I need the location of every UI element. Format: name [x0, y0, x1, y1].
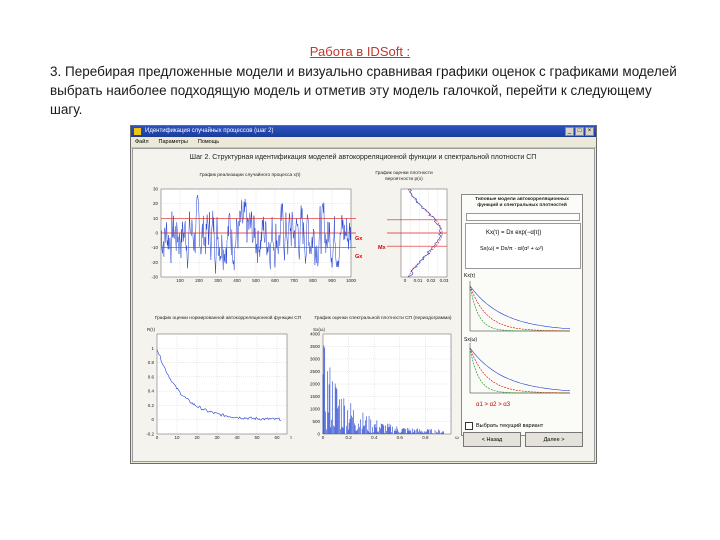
realization-chart-title: График реализации случайного процесса x(t) [199, 173, 301, 178]
model-acf-curve [470, 286, 570, 329]
density-x-tick: 0.03 [439, 278, 449, 283]
acf-formula: Kx(τ) = Dx exp(−α|τ|) [486, 230, 542, 236]
gx-plus-label: Gx [355, 236, 363, 242]
acf-chart-title: График оценки нормированной автокорреляционной функции СП [154, 316, 302, 321]
acf-x-label: τ [290, 435, 292, 440]
model-sp-curve [470, 348, 570, 393]
minimize-button[interactable]: _ [565, 127, 574, 136]
y-tick-label: 2000 [309, 381, 320, 387]
x-tick-label: 10 [174, 435, 180, 440]
y-tick-label: 0.8 [147, 360, 154, 366]
y-tick-label: 3500 [309, 344, 320, 349]
x-tick-label: 20 [194, 435, 200, 440]
sp-axis-label: Sx(ω) [464, 337, 478, 343]
y-tick-label: 500 [312, 419, 320, 424]
menu-params[interactable]: Параметры [158, 139, 188, 145]
x-tick-label: 0 [155, 435, 159, 440]
gx-minus-label: Gx [355, 254, 363, 260]
spectrum-x-label: ω [455, 435, 459, 440]
y-tick-label: 0 [151, 417, 154, 423]
step-panel [132, 148, 595, 462]
x-tick-label: 0.4 [371, 435, 378, 440]
x-tick-label: 900 [328, 278, 336, 283]
maximize-button[interactable]: □ [575, 127, 584, 136]
x-tick-label: 600 [271, 278, 279, 283]
y-tick-label: -30 [151, 274, 158, 280]
y-tick-label: 0.4 [147, 388, 154, 394]
spectrum-chart-title: График оценки спектральной плотности СП (периодограмма) [314, 316, 452, 321]
y-tick-label: 1 [151, 345, 154, 351]
x-tick-label: 60 [274, 435, 280, 440]
x-tick-label: 1000 [345, 278, 357, 283]
density-x-tick: 0 [403, 278, 407, 283]
density-x-tick: 0.01 [413, 278, 423, 283]
back-button[interactable]: < Назад [463, 432, 521, 447]
model-acf-curve [470, 286, 570, 331]
model-sp-curve [470, 348, 570, 393]
spectrum-y-label: Sx(ω) [313, 327, 325, 332]
next-button[interactable]: Далее > [525, 432, 583, 447]
select-variant-row[interactable] [465, 422, 543, 430]
y-tick-label: 20 [152, 201, 158, 207]
y-tick-label: -0.2 [146, 431, 154, 437]
y-tick-label: 30 [152, 186, 158, 192]
window-title: Идентификация случайных процессов (шаг 2) [145, 128, 274, 134]
step-title: Шаг 2. Структурная идентификация моделей автокорреляционной функции и спектральной плотности СП [189, 154, 537, 161]
x-tick-label: 700 [290, 278, 298, 283]
mx-label: Mx [378, 245, 386, 251]
y-tick-label: 0 [155, 230, 158, 236]
x-tick-label: 30 [214, 435, 220, 440]
app-icon [134, 128, 141, 135]
y-tick-label: -10 [151, 245, 158, 251]
menu-help[interactable]: Помощь [197, 139, 220, 145]
models-panel [461, 194, 583, 436]
sp-formula: Sx(ω) = Dx/π · α/(α² + ω²) [480, 246, 544, 252]
y-tick-label: 2500 [309, 369, 320, 374]
alpha-order-label: α1 > α2 > α3 [476, 402, 511, 408]
model-curves [462, 195, 582, 395]
y-tick-label: 1500 [309, 394, 320, 399]
select-variant-checkbox[interactable] [465, 422, 473, 430]
x-tick-label: 500 [252, 278, 260, 283]
y-tick-label: 0.2 [147, 402, 154, 408]
x-tick-label: 0.2 [345, 435, 352, 440]
x-tick-label: 800 [309, 278, 317, 283]
y-tick-label: 0 [317, 431, 320, 437]
close-button[interactable]: × [585, 127, 594, 136]
acf-axis-label: Kx(τ) [464, 273, 476, 279]
x-tick-label: 0.8 [422, 435, 429, 440]
y-tick-label: -20 [151, 259, 158, 265]
window-titlebar[interactable] [131, 126, 596, 137]
x-tick-label: 400 [233, 278, 241, 283]
y-tick-label: 10 [152, 215, 158, 221]
x-tick-label: 40 [234, 435, 240, 440]
app-window [130, 125, 597, 464]
model-acf-curve [470, 286, 570, 331]
acf-plot-area [157, 334, 287, 434]
x-tick-label: 0 [321, 435, 325, 440]
density-chart-title: График оценки плотности вероятности p(x) [375, 171, 433, 182]
slide-instruction-text: 3. Перебирая предложенные модели и визуально сравнивая графики оценок с графиками моделей выбрать наиболее подходящую модель и отметив эту модель галочкой, перейти к следующему шагу. [50, 64, 677, 117]
select-variant-label: Выбрать текущий вариант [476, 423, 544, 429]
models-title: Типовые модели автокорреляционных функций и спектральных плотностей [475, 197, 569, 208]
x-tick-label: 200 [195, 278, 203, 283]
x-tick-label: 100 [176, 278, 184, 283]
x-tick-label: 50 [254, 435, 260, 440]
model-sp-curve [470, 348, 570, 391]
y-tick-label: 3000 [309, 356, 320, 362]
y-tick-label: 0.6 [147, 374, 154, 380]
acf-y-label: R(τ) [146, 327, 156, 332]
y-tick-label: 4000 [309, 331, 320, 337]
x-tick-label: 300 [214, 278, 222, 283]
slide-title: Работа в IDSoft : [309, 44, 411, 59]
menu-file[interactable]: Файл [135, 139, 149, 145]
density-x-tick: 0.02 [426, 278, 436, 283]
x-tick-label: 0.6 [396, 435, 403, 440]
menu-bar [131, 137, 596, 148]
y-tick-label: 1000 [309, 406, 320, 412]
